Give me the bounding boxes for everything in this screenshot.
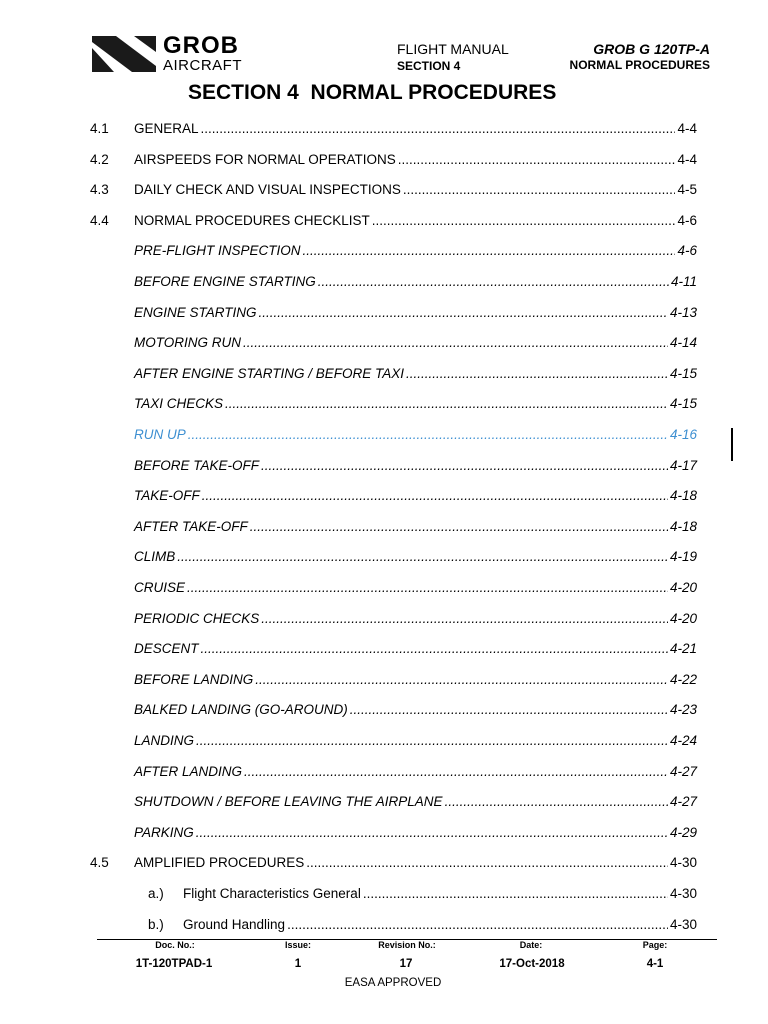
toc-entry-label: AMPLIFIED PROCEDURES (134, 855, 305, 870)
toc-entry[interactable] (134, 854, 697, 872)
toc-dot-leader (243, 334, 668, 352)
toc-entry[interactable] (134, 701, 697, 719)
toc-entry-page: 4-18 (669, 519, 697, 534)
toc-entry-label: PRE-FLIGHT INSPECTION (134, 243, 301, 258)
toc-entry[interactable] (134, 365, 697, 383)
toc-entry-label: PERIODIC CHECKS (134, 611, 260, 626)
toc-entry-page: 4-23 (669, 702, 697, 717)
toc-entry[interactable] (134, 273, 697, 291)
toc-dot-leader (318, 273, 669, 291)
toc-dot-leader (261, 457, 668, 475)
toc-entry-label: LANDING (134, 733, 195, 748)
toc-entry-label: CLIMB (134, 549, 176, 564)
footer-page-label: Page: (642, 940, 668, 950)
toc-entry[interactable] (134, 610, 697, 628)
toc-dot-leader (259, 304, 668, 322)
toc-entry-label: TAXI CHECKS (134, 396, 224, 411)
footer-doc-no-label: Doc. No.: (155, 940, 195, 950)
toc-dot-leader (187, 579, 668, 597)
toc-entry-label: BEFORE LANDING (134, 672, 254, 687)
toc-dot-leader (403, 181, 676, 199)
toc-entry-number: 4.3 (90, 182, 109, 197)
toc-entry[interactable] (134, 181, 697, 199)
toc-entry[interactable] (134, 518, 697, 536)
toc-entry-subnumber: a.) (148, 886, 164, 901)
toc-entry-page: 4-14 (669, 335, 697, 350)
toc-entry-label: CRUISE (134, 580, 186, 595)
toc-entry[interactable] (134, 212, 697, 230)
toc-entry-page: 4-19 (669, 549, 697, 564)
toc-entry-page: 4-11 (670, 274, 697, 289)
toc-dot-leader (244, 763, 668, 781)
header-procedures: NORMAL PROCEDURES (569, 58, 710, 72)
toc-entry-label: BALKED LANDING (GO-AROUND) (134, 702, 348, 717)
toc-entry[interactable] (134, 732, 697, 750)
toc-dot-leader (196, 732, 668, 750)
toc-entry[interactable] (134, 548, 697, 566)
toc-entry-page: 4-30 (669, 917, 697, 932)
footer-issue-label: Issue: (284, 940, 311, 950)
footer-page: 4-1 (646, 958, 664, 970)
toc-entry-page: 4-6 (677, 213, 697, 228)
toc-entry[interactable] (134, 487, 697, 505)
toc-entry[interactable] (183, 916, 697, 934)
toc-dot-leader (201, 120, 676, 138)
toc-dot-leader (188, 426, 668, 444)
toc-entry-label: MOTORING RUN (134, 335, 241, 350)
toc-entry[interactable] (134, 763, 697, 781)
toc-entry-page: 4-15 (669, 396, 697, 411)
toc-entry[interactable] (134, 426, 697, 444)
toc-entry[interactable] (134, 793, 697, 811)
toc-entry-number: 4.2 (90, 152, 109, 167)
toc-dot-leader (306, 854, 668, 872)
toc-entry-label: Ground Handling (183, 917, 286, 932)
toc-entry-label: GENERAL (134, 121, 199, 136)
toc-dot-leader (372, 212, 676, 230)
toc-entry-page: 4-30 (669, 855, 697, 870)
toc-dot-leader (406, 365, 668, 383)
footer-date: 17-Oct-2018 (499, 958, 565, 970)
toc-entry-label: DESCENT (134, 641, 199, 656)
toc-dot-leader (196, 824, 668, 842)
toc-entry[interactable] (134, 395, 697, 413)
header-manual: FLIGHT MANUAL (397, 41, 509, 57)
toc-dot-leader (303, 242, 676, 260)
toc-entry-page: 4-27 (669, 794, 697, 809)
footer-revision-label: Revision No.: (378, 940, 436, 950)
toc-entry[interactable] (134, 579, 697, 597)
toc-entry[interactable] (134, 151, 697, 169)
toc-dot-leader (287, 916, 668, 934)
toc-dot-leader (250, 518, 668, 536)
toc-entry-number: 4.1 (90, 121, 109, 136)
toc-entry[interactable] (134, 120, 697, 138)
toc-entry-number: 4.5 (90, 855, 109, 870)
toc-entry[interactable] (134, 671, 697, 689)
toc-dot-leader (177, 548, 668, 566)
toc-entry[interactable] (134, 457, 697, 475)
footer-date-label: Date: (519, 940, 543, 950)
footer-issue: 1 (294, 958, 302, 970)
toc-entry-label: ENGINE STARTING (134, 305, 257, 320)
footer-doc-no: 1T-120TPAD-1 (135, 958, 213, 970)
logo-aircraft-text: AIRCRAFT (163, 57, 242, 74)
toc-entry-page: 4-16 (669, 427, 697, 442)
header-section: SECTION 4 (397, 59, 461, 73)
text-cursor (731, 428, 733, 461)
toc-entry[interactable] (134, 304, 697, 322)
toc-entry[interactable] (134, 242, 697, 260)
toc-dot-leader (225, 395, 668, 413)
toc-entry-label: TAKE-OFF (134, 488, 200, 503)
toc-entry-label: RUN UP (134, 427, 186, 442)
toc-entry-page: 4-4 (677, 152, 697, 167)
toc-entry-subnumber: b.) (148, 917, 164, 932)
toc-entry[interactable] (183, 885, 697, 903)
toc-entry-label: NORMAL PROCEDURES CHECKLIST (134, 213, 370, 228)
toc-entry-label: AFTER LANDING (134, 764, 243, 779)
toc-dot-leader (398, 151, 676, 169)
toc-dot-leader (261, 610, 668, 628)
toc-entry-page: 4-30 (669, 886, 697, 901)
toc-entry-label: DAILY CHECK AND VISUAL INSPECTIONS (134, 182, 401, 197)
toc-entry-page: 4-5 (677, 182, 697, 197)
toc-dot-leader (202, 487, 668, 505)
toc-entry[interactable] (134, 824, 697, 842)
toc-entry-page: 4-13 (669, 305, 697, 320)
toc-entry-number: 4.4 (90, 213, 109, 228)
page-title: SECTION 4 NORMAL PROCEDURES (188, 81, 557, 104)
toc-entry-page: 4-20 (669, 580, 697, 595)
toc-entry-label: AIRSPEEDS FOR NORMAL OPERATIONS (134, 152, 396, 167)
toc-entry-label: BEFORE ENGINE STARTING (134, 274, 316, 289)
toc-entry-label: AFTER ENGINE STARTING / BEFORE TAXI (134, 366, 405, 381)
logo-grob-text: GROB (163, 32, 239, 59)
toc-entry-page: 4-24 (669, 733, 697, 748)
toc-entry-page: 4-15 (669, 366, 697, 381)
toc-entry[interactable] (134, 640, 697, 658)
toc-entry-page: 4-29 (669, 825, 697, 840)
toc-dot-leader (350, 701, 668, 719)
toc-entry-page: 4-17 (669, 458, 697, 473)
toc-entry-label: SHUTDOWN / BEFORE LEAVING THE AIRPLANE (134, 794, 443, 809)
toc-dot-leader (445, 793, 668, 811)
toc-entry-label: BEFORE TAKE-OFF (134, 458, 260, 473)
toc-entry-page: 4-21 (669, 641, 697, 656)
toc-entry-page: 4-27 (669, 764, 697, 779)
toc-dot-leader (363, 885, 668, 903)
toc-dot-leader (255, 671, 668, 689)
toc-entry-page: 4-20 (669, 611, 697, 626)
toc-entry-page: 4-22 (669, 672, 697, 687)
toc-entry-page: 4-18 (669, 488, 697, 503)
toc-dot-leader (201, 640, 668, 658)
toc-entry-label: PARKING (134, 825, 194, 840)
toc-entry-label: AFTER TAKE-OFF (134, 519, 248, 534)
footer-revision: 17 (399, 958, 413, 970)
header-model: GROB G 120TP-A (593, 41, 710, 57)
toc-entry-page: 4-4 (677, 121, 697, 136)
footer-approval: EASA APPROVED (344, 977, 442, 989)
toc-entry-page: 4-6 (677, 243, 697, 258)
toc-entry-label: Flight Characteristics General (183, 886, 361, 901)
toc-entry[interactable] (134, 334, 697, 352)
